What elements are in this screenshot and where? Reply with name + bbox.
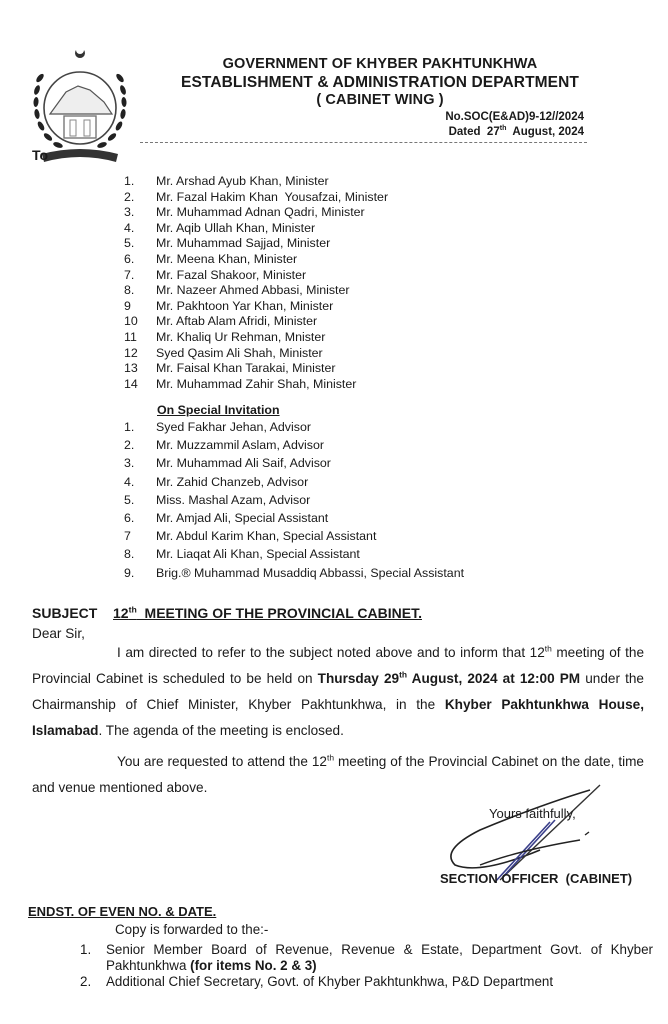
header-divider bbox=[140, 142, 587, 143]
list-item-text: Mr. Aftab Alam Afridi, Minister bbox=[156, 314, 318, 329]
endorsement-item bbox=[80, 942, 653, 974]
letterhead-wing: ( CABINET WING ) bbox=[316, 92, 444, 108]
recipient-item bbox=[124, 314, 388, 330]
list-item-text: Mr. Fazal Hakim Khan Yousafzai, Minister bbox=[156, 189, 389, 204]
list-item-number: 5. bbox=[124, 236, 135, 251]
special-invitation-heading: On Special Invitation bbox=[157, 403, 280, 417]
recipient-item bbox=[124, 221, 388, 237]
list-item-number: 7. bbox=[124, 267, 135, 282]
list-item-number: 10 bbox=[124, 314, 138, 329]
list-item-number: 1. bbox=[80, 942, 92, 957]
special-invitee-item bbox=[124, 473, 464, 491]
list-item-number: 9. bbox=[124, 565, 135, 580]
list-item-text: Mr. Meena Khan, Minister bbox=[156, 251, 298, 266]
special-invitee-item bbox=[124, 418, 464, 436]
endorsement-item bbox=[80, 974, 653, 990]
recipient-item bbox=[124, 283, 388, 299]
list-item-number: 4. bbox=[124, 474, 135, 489]
list-item-number: 13 bbox=[124, 361, 138, 376]
special-invitee-item bbox=[124, 454, 464, 472]
list-item-number: 12 bbox=[124, 345, 138, 360]
subject-value: 12th MEETING OF THE PROVINCIAL CABINET. bbox=[113, 604, 422, 621]
recipient-item bbox=[124, 268, 388, 284]
list-item-text: Mr. Arshad Ayub Khan, Minister bbox=[156, 174, 329, 188]
list-item-text: Mr. Muhammad Zahir Shah, Minister bbox=[156, 376, 357, 391]
list-item-text: Brig.® Muhammad Musaddiq Abbassi, Special Assistant bbox=[156, 565, 465, 580]
reference-number: No.SOC(E&AD)9-12//2024 bbox=[445, 111, 584, 123]
list-item-text: Mr. Muzzammil Aslam, Advisor bbox=[156, 438, 324, 453]
list-item-text: Mr. Amjad Ali, Special Assistant bbox=[156, 511, 329, 526]
endorsement-list bbox=[80, 942, 653, 990]
list-item-number: 9 bbox=[124, 298, 131, 313]
list-item-number: 3. bbox=[124, 456, 135, 471]
recipient-item bbox=[124, 236, 388, 252]
list-item-number: 1. bbox=[124, 174, 135, 188]
list-item-text bbox=[106, 942, 653, 974]
salutation: Dear Sir, bbox=[32, 626, 85, 641]
list-item-text: Mr. Liaqat Ali Khan, Special Assistant bbox=[156, 547, 360, 562]
list-item-text: Syed Qasim Ali Shah, Minister bbox=[156, 345, 323, 360]
recipient-item bbox=[124, 346, 388, 362]
list-item-number: 7 bbox=[124, 529, 131, 544]
list-item-number: 5. bbox=[124, 492, 135, 507]
special-invitee-item bbox=[124, 509, 464, 527]
list-item-text: Mr. Muhammad Adnan Qadri, Minister bbox=[156, 205, 365, 220]
endorsement-heading: ENDST. OF EVEN NO. & DATE. bbox=[28, 904, 217, 919]
list-item-text: Mr. Faisal Khan Tarakai, Minister bbox=[156, 361, 336, 376]
list-item-text: Mr. Khaliq Ur Rehman, Mnister bbox=[156, 329, 326, 344]
list-item-number: 3. bbox=[124, 205, 135, 220]
list-item-text: Mr. Pakhtoon Yar Khan, Minister bbox=[156, 298, 334, 313]
list-item-number: 1. bbox=[124, 420, 135, 434]
subject-label: SUBJECT bbox=[32, 605, 98, 621]
list-item-text: Mr. Abdul Karim Khan, Special Assistant bbox=[156, 529, 377, 544]
closing-yours-faithfully: Yours faithfully, bbox=[489, 806, 576, 821]
endorsement-intro: Copy is forwarded to the:- bbox=[115, 922, 269, 937]
list-item-number: 8. bbox=[124, 547, 135, 562]
list-item-text: Mr. Muhammad Ali Saif, Advisor bbox=[156, 456, 331, 471]
letterhead-department: ESTABLISHMENT & ADMINISTRATION DEPARTMENT bbox=[181, 74, 579, 91]
to-label: To bbox=[32, 147, 49, 163]
recipient-item bbox=[124, 252, 388, 268]
list-item-text: Miss. Mashal Azam, Advisor bbox=[156, 492, 311, 507]
recipient-item bbox=[124, 299, 388, 315]
endorsement-item-note: (for items No. 2 & 3) bbox=[190, 958, 317, 973]
list-item-number: 14 bbox=[124, 376, 138, 391]
subject-line bbox=[32, 605, 422, 621]
list-item-number: 4. bbox=[124, 220, 135, 235]
recipient-item bbox=[124, 377, 388, 393]
list-item-text: Mr. Nazeer Ahmed Abbasi, Minister bbox=[156, 283, 350, 298]
list-item-number: 2. bbox=[80, 974, 92, 989]
special-invitee-item bbox=[124, 545, 464, 563]
letterhead-government: GOVERNMENT OF KHYBER PAKHTUNKHWA bbox=[222, 56, 538, 72]
list-item-number: 11 bbox=[124, 329, 137, 344]
body-paragraph-1: I am directed to refer to the subject noted above and to inform that 12th meeting of the Provincial Cabinet is scheduled to be held on Thursday 29th August, 2024 at 12:00 PM under the Chairmanship of Chief Minister, Khyber Pakhtunkhwa, in the Khyber Pakhtunkhwa House, Islamabad. The agenda of the meeting is enclosed. bbox=[32, 643, 645, 738]
list-item-number: 6. bbox=[124, 251, 135, 266]
body-paragraph-2: You are requested to attend the 12th meeting of the Provincial Cabinet on the date, time and venue mentioned above. bbox=[32, 752, 644, 795]
endorsement-item-text: Senior Member Board of Revenue, Revenue & Estate, Department Govt. of Khyber Pakhtunkhwa bbox=[106, 942, 653, 973]
signatory-designation: SECTION OFFICER (CABINET) bbox=[440, 871, 633, 886]
special-invitee-item bbox=[124, 527, 464, 545]
list-item-text: Syed Fakhar Jehan, Advisor bbox=[156, 420, 311, 434]
list-item-text: Mr. Aqib Ullah Khan, Minister bbox=[156, 220, 316, 235]
list-item-text: Mr. Muhammad Sajjad, Minister bbox=[156, 236, 331, 251]
recipient-item bbox=[124, 361, 388, 377]
letter-date: Dated 27th August, 2024 bbox=[448, 124, 584, 138]
endorsement-item-text: Additional Chief Secretary, Govt. of Khyber Pakhtunkhwa, P&D Department bbox=[106, 974, 554, 989]
special-invitee-item bbox=[124, 436, 464, 454]
recipient-item bbox=[124, 205, 388, 221]
list-item-text bbox=[106, 974, 653, 990]
list-item-number: 2. bbox=[124, 189, 135, 204]
list-item-number: 2. bbox=[124, 438, 135, 453]
recipient-item bbox=[124, 330, 388, 346]
list-item-text: Mr. Fazal Shakoor, Minister bbox=[156, 267, 307, 282]
list-item-text: Mr. Zahid Chanzeb, Advisor bbox=[156, 474, 309, 489]
list-item-number: 6. bbox=[124, 511, 135, 526]
special-invitee-item bbox=[124, 491, 464, 509]
recipient-item bbox=[124, 190, 388, 206]
recipients-list bbox=[124, 174, 388, 392]
list-item-number: 8. bbox=[124, 283, 135, 298]
special-invitee-item bbox=[124, 564, 464, 582]
recipient-item bbox=[124, 174, 388, 190]
special-invitees-list bbox=[124, 418, 464, 582]
